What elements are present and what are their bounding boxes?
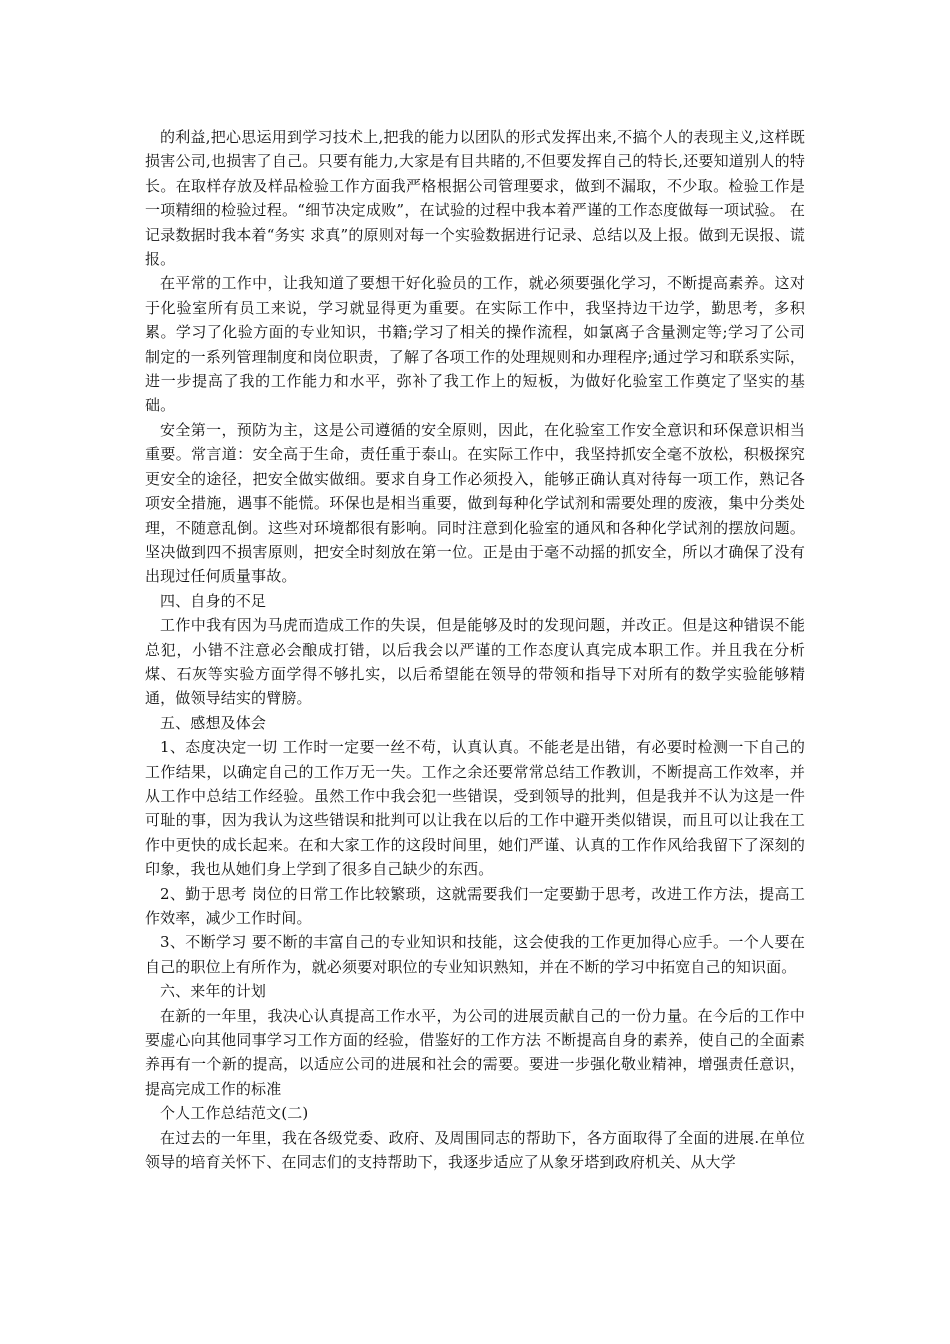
paragraph-learning: 在平常的工作中，让我知道了要想干好化验员的工作，就必须要强化学习，不断提高素养。这对于化验室所有员工来说，学习就显得更为重要。在实际工作中，我坚持边干边学，勤思考，多积累。学习了化验方面的专业知识，书籍;学习了相关的操作流程，如氯离子含量测定等;学习了公司制定的一系列管理制度和岗位职责，了解了各项工作的处理规则和办理程序;通过学习和联系实际，进一步提高了我的工作能力和水平，弥补了我工作上的短板，为做好化验室工作奠定了坚实的基础。 [145, 274, 805, 415]
paragraph-shortcomings: 工作中我有因为马虎而造成工作的失误，但是能够及时的发现问题，并改正。但是这种错误不能总犯，小错不注意必会酿成打错，以后我会以严谨的工作态度认真完成本职工作。并且我在分析煤、石灰等实验方面学得不够扎实，以后希望能在领导的带领和指导下对所有的数学实验能够精通，做领导结实的臂膀。 [145, 616, 805, 708]
section-heading-reflections: 五、感想及体会 [160, 713, 267, 732]
section-heading-plan: 六、来年的计划 [160, 982, 267, 1001]
paragraph-thinking: 2、勤于思考 岗位的日常工作比较繁琐，这就需要我们一定要勤于思考，改进工作方法，提高工作效率，减少工作时间。 [145, 884, 805, 927]
paragraph-plan: 在新的一年里，我决心认真提高工作水平，为公司的进展贡献自己的一份力量。在今后的工作中要虚心向其他同事学习工作方面的经验，借鉴好的工作方法 不断提高自身的素养，使自己的全面素养再有一个新的提高，以适应公司的进展和社会的需要。要进一步强化敬业精神，增强责任意识，提高完成工作的标准 [145, 1006, 805, 1098]
paragraph-attitude: 1、态度决定一切 工作时一定要一丝不苟，认真认真。不能老是出错，有必要时检测一下自己的工作结果，以确定自己的工作万无一失。工作之余还要常常总结工作教训，不断提高工作效率，并从工作中总结工作经验。虽然工作中我会犯一些错误，受到领导的批判，但是我并不认为这是一件可耻的事，因为我认为这些错误和批判可以让我在以后的工作中避开类似错误，而且可以让我在工作中更快的成长起来。在和大家工作的这段时间里，她们严谨、认真的工作作风给我留下了深刻的印象，我也从她们身上学到了很多自己缺少的东西。 [145, 738, 805, 879]
paragraph-past-year: 在过去的一年里，我在各级党委、政府、及周围同志的帮助下，各方面取得了全面的进展.在单位领导的培育关怀下、在同志们的支持帮助下，我逐步适应了从象牙塔到政府机关、从大学 [145, 1128, 805, 1172]
paragraph-continuous-learning: 3、不断学习 要不断的丰富自己的专业知识和技能，这会使我的工作更加得心应手。一个人要在自己的职位上有所作为，就必须要对职位的专业知识熟知，并在不断的学习中拓宽自己的知识面。 [145, 933, 805, 976]
document-page [145, 125, 805, 1174]
paragraph-safety: 安全第一，预防为主，这是公司遵循的安全原则，因此，在化验室工作安全意识和环保意识相当重要。常言道：安全高于生命，责任重于泰山。在实际工作中，我坚持抓安全毫不放松，积极探究更安全的途径，把安全做实做细。要求自身工作必须投入，能够正确认真对待每一项工作，熟记各项安全措施，遇事不能慌。环保也是相当重要，做到每种化学试剂和需要处理的废液，集中分类处理，不随意乱倒。这些对环境都很有影响。同时注意到化验室的通风和各种化学试剂的摆放问题。坚决做到四不损害原则，把安全时刻放在第一位。正是由于毫不动摇的抓安全，所以才确保了没有出现过任何质量事故。 [145, 420, 805, 586]
section-heading-shortcomings: 四、自身的不足 [160, 591, 267, 610]
paragraph-work-attitude: 的利益,把心思运用到学习技术上,把我的能力以团队的形式发挥出来,不搞个人的表现主义,这样既损害公司,也损害了自己。只要有能力,大家是有目共睹的,不但要发挥自己的特长,还要知道别人的特长。在取样存放及样品检验工作方面我严格根据公司管理要求，做到不漏取，不少取。检验工作是一项精细的检验过程。“细节决定成败”，在试验的过程中我本着严谨的工作态度做每一项试验。 在记录数据时我本着“务实 求真”的原则对每一个实验数据进行记录、总结以及上报。做到无误报、谎报。 [145, 128, 805, 269]
section-heading-sample-two: 个人工作总结范文(二) [160, 1104, 309, 1123]
